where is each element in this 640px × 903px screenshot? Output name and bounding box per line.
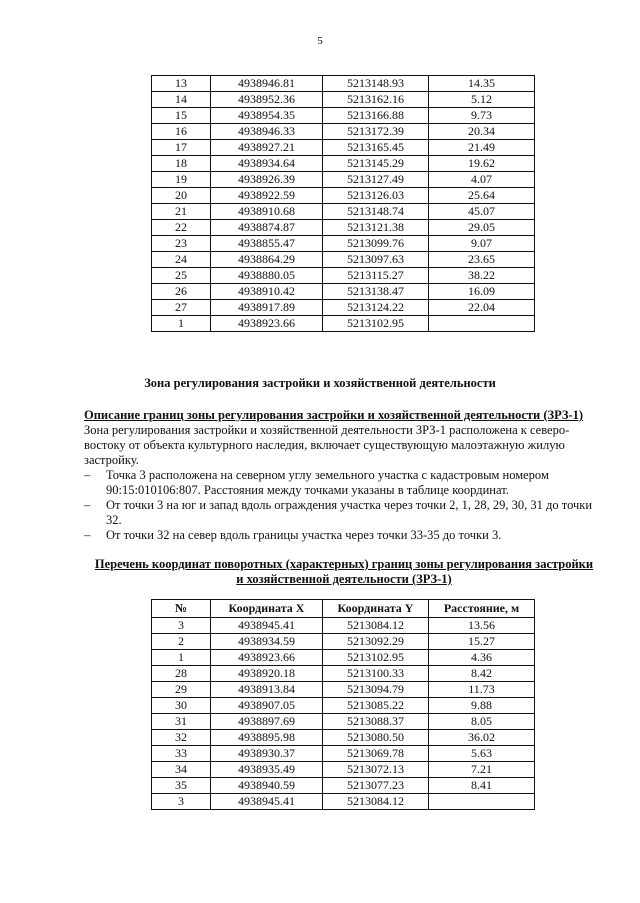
table-cell: 4938934.59 <box>211 634 323 650</box>
table-row <box>152 634 535 650</box>
table-header-row <box>152 600 535 618</box>
bullet-text: Точка 3 расположена на северном углу земельного участка с кадастровым номером 90:15:010106:807. Расстояния между точками указаны в таблице координат. <box>106 468 549 497</box>
table-cell: 18 <box>152 156 211 172</box>
table-row <box>152 236 535 252</box>
table-cell: 1 <box>152 316 211 332</box>
bullet-dash-icon: – <box>84 528 91 542</box>
table-cell: 22.04 <box>429 300 535 316</box>
table-cell: 35 <box>152 778 211 794</box>
table-row <box>152 682 535 698</box>
table-cell: 5213084.12 <box>323 618 429 634</box>
table-cell: 31 <box>152 714 211 730</box>
table-cell: 27 <box>152 300 211 316</box>
table-cell: 5213085.22 <box>323 698 429 714</box>
table-cell: 4938952.36 <box>211 92 323 108</box>
table-cell: 19 <box>152 172 211 188</box>
table-cell: 5.63 <box>429 746 535 762</box>
coordinates-list-title <box>84 557 604 587</box>
table-row <box>152 284 535 300</box>
list-item <box>84 528 604 543</box>
table-cell: 4938946.33 <box>211 124 323 140</box>
table-cell: 4938945.41 <box>211 794 323 810</box>
table-cell: 23 <box>152 236 211 252</box>
table-cell: 5213072.13 <box>323 762 429 778</box>
table-row <box>152 666 535 682</box>
table-row <box>152 140 535 156</box>
table-cell: 3 <box>152 794 211 810</box>
zone-title: Зона регулирования застройки и хозяйственной деятельности <box>144 376 496 390</box>
table-cell: 4.07 <box>429 172 535 188</box>
table-cell: 3 <box>152 618 211 634</box>
table-cell: 5213126.03 <box>323 188 429 204</box>
table-row <box>152 316 535 332</box>
table-cell: 34 <box>152 762 211 778</box>
table-row <box>152 124 535 140</box>
description-paragraph: Зона регулирования застройки и хозяйственной деятельности ЗРЗ-1 расположена к северо-востоку от объекта культурного наследия, включает существующую малоэтажную жилую застройку. <box>84 423 570 467</box>
table-cell: 8.42 <box>429 666 535 682</box>
table-cell: 30 <box>152 698 211 714</box>
table-cell: 5213099.76 <box>323 236 429 252</box>
table-cell <box>429 794 535 810</box>
table-cell: 2 <box>152 634 211 650</box>
table-row <box>152 698 535 714</box>
table-cell: 4938923.66 <box>211 316 323 332</box>
table-cell: 5213069.78 <box>323 746 429 762</box>
table-cell: 32 <box>152 730 211 746</box>
table-cell: 5213077.23 <box>323 778 429 794</box>
header-number: № <box>152 600 211 618</box>
table-cell: 9.88 <box>429 698 535 714</box>
table-row <box>152 204 535 220</box>
table-cell: 14 <box>152 92 211 108</box>
table-cell: 4938910.68 <box>211 204 323 220</box>
table-row <box>152 714 535 730</box>
table-cell: 16 <box>152 124 211 140</box>
table-cell: 4938934.64 <box>211 156 323 172</box>
table-cell: 5213088.37 <box>323 714 429 730</box>
table-cell: 5213121.38 <box>323 220 429 236</box>
table-cell: 8.41 <box>429 778 535 794</box>
table-row <box>152 92 535 108</box>
bullet-text: От точки 3 на юг и запад вдоль ограждения участка через точки 2, 1, 28, 29, 30, 31 до точки 32. <box>106 498 593 527</box>
table-cell: 5213148.74 <box>323 204 429 220</box>
zone-description <box>84 408 604 543</box>
table-cell: 5213100.33 <box>323 666 429 682</box>
table-cell: 5213165.45 <box>323 140 429 156</box>
table-cell: 4938913.84 <box>211 682 323 698</box>
table-cell: 4938940.59 <box>211 778 323 794</box>
table-row <box>152 188 535 204</box>
table-cell: 5213094.79 <box>323 682 429 698</box>
table-cell: 17 <box>152 140 211 156</box>
table-cell: 5213148.93 <box>323 76 429 92</box>
table-cell: 5213102.95 <box>323 316 429 332</box>
table-cell: 5213097.63 <box>323 252 429 268</box>
table-cell: 4938907.05 <box>211 698 323 714</box>
table-cell: 1 <box>152 650 211 666</box>
table-cell: 15 <box>152 108 211 124</box>
table-cell: 4938864.29 <box>211 252 323 268</box>
table-cell: 4.36 <box>429 650 535 666</box>
header-distance: Расстояние, м <box>429 600 535 618</box>
table-cell: 5213084.12 <box>323 794 429 810</box>
table-cell: 4938910.42 <box>211 284 323 300</box>
table-cell: 29 <box>152 682 211 698</box>
table-cell: 15.27 <box>429 634 535 650</box>
table-cell: 5213138.47 <box>323 284 429 300</box>
table-row <box>152 618 535 634</box>
bullet-text: От точки 32 на север вдоль границы участка через точки 33-35 до точки 3. <box>106 528 502 542</box>
table-cell: 5.12 <box>429 92 535 108</box>
header-coord-y: Координата Y <box>323 600 429 618</box>
header-coord-x: Координата X <box>211 600 323 618</box>
table-row <box>152 156 535 172</box>
table-cell: 28 <box>152 666 211 682</box>
table-row <box>152 268 535 284</box>
list-item <box>84 468 604 498</box>
table-row <box>152 220 535 236</box>
table-cell: 4938927.21 <box>211 140 323 156</box>
table-cell: 4938926.39 <box>211 172 323 188</box>
table-cell: 5213124.22 <box>323 300 429 316</box>
table-cell: 5213162.16 <box>323 92 429 108</box>
table-cell: 4938923.66 <box>211 650 323 666</box>
table-cell: 4938897.69 <box>211 714 323 730</box>
table-cell: 5213127.49 <box>323 172 429 188</box>
table-cell: 45.07 <box>429 204 535 220</box>
table-cell: 5213115.27 <box>323 268 429 284</box>
table-cell: 4938874.87 <box>211 220 323 236</box>
table-row <box>152 762 535 778</box>
table-cell: 5213166.88 <box>323 108 429 124</box>
table-cell: 14.35 <box>429 76 535 92</box>
table-cell: 5213080.50 <box>323 730 429 746</box>
table-row <box>152 730 535 746</box>
table-cell: 13.56 <box>429 618 535 634</box>
table-cell: 38.22 <box>429 268 535 284</box>
table-cell: 11.73 <box>429 682 535 698</box>
table-cell: 4938895.98 <box>211 730 323 746</box>
table-row <box>152 746 535 762</box>
table-row <box>152 172 535 188</box>
table-cell: 4938946.81 <box>211 76 323 92</box>
bullet-dash-icon: – <box>84 468 91 482</box>
description-heading: Описание границ зоны регулирования застройки и хозяйственной деятельности (ЗРЗ-1) <box>84 408 584 422</box>
description-bullet-list <box>84 468 604 543</box>
table-cell: 25 <box>152 268 211 284</box>
table-cell: 4938935.49 <box>211 762 323 778</box>
table-cell: 13 <box>152 76 211 92</box>
table-cell: 21 <box>152 204 211 220</box>
table-cell: 26 <box>152 284 211 300</box>
table-row <box>152 108 535 124</box>
table-cell: 19.62 <box>429 156 535 172</box>
table-cell: 9.07 <box>429 236 535 252</box>
list-item <box>84 498 604 528</box>
table-row <box>152 650 535 666</box>
table-cell: 5213145.29 <box>323 156 429 172</box>
table-cell: 4938855.47 <box>211 236 323 252</box>
table-row <box>152 794 535 810</box>
table-row <box>152 300 535 316</box>
table-cell: 16.09 <box>429 284 535 300</box>
table-cell: 20.34 <box>429 124 535 140</box>
list-title-line2: и хозяйственной деятельности (ЗРЗ-1) <box>236 572 452 586</box>
table-cell: 29.05 <box>429 220 535 236</box>
table-cell: 33 <box>152 746 211 762</box>
coordinates-table-continued <box>151 75 535 332</box>
table-cell: 4938880.05 <box>211 268 323 284</box>
bullet-dash-icon: – <box>84 498 91 512</box>
table-cell: 4938920.18 <box>211 666 323 682</box>
table-cell: 4938954.35 <box>211 108 323 124</box>
table-cell: 9.73 <box>429 108 535 124</box>
table-row <box>152 252 535 268</box>
table-cell: 36.02 <box>429 730 535 746</box>
list-title-line1: Перечень координат поворотных (характерных) границ зоны регулирования застройки <box>94 557 594 571</box>
table-cell: 5213172.39 <box>323 124 429 140</box>
coordinates-table-zrz1 <box>151 599 535 810</box>
table-cell: 8.05 <box>429 714 535 730</box>
table-cell: 22 <box>152 220 211 236</box>
table-cell: 21.49 <box>429 140 535 156</box>
table-cell: 4938930.37 <box>211 746 323 762</box>
table-row <box>152 778 535 794</box>
page-number: 5 <box>317 35 323 47</box>
table-cell: 4938922.59 <box>211 188 323 204</box>
table-cell: 4938917.89 <box>211 300 323 316</box>
table-cell: 5213102.95 <box>323 650 429 666</box>
table-cell: 23.65 <box>429 252 535 268</box>
table-cell: 24 <box>152 252 211 268</box>
table-cell: 25.64 <box>429 188 535 204</box>
table-cell <box>429 316 535 332</box>
table-cell: 4938945.41 <box>211 618 323 634</box>
table-cell: 20 <box>152 188 211 204</box>
table-cell: 5213092.29 <box>323 634 429 650</box>
table-cell: 7.21 <box>429 762 535 778</box>
table-row <box>152 76 535 92</box>
